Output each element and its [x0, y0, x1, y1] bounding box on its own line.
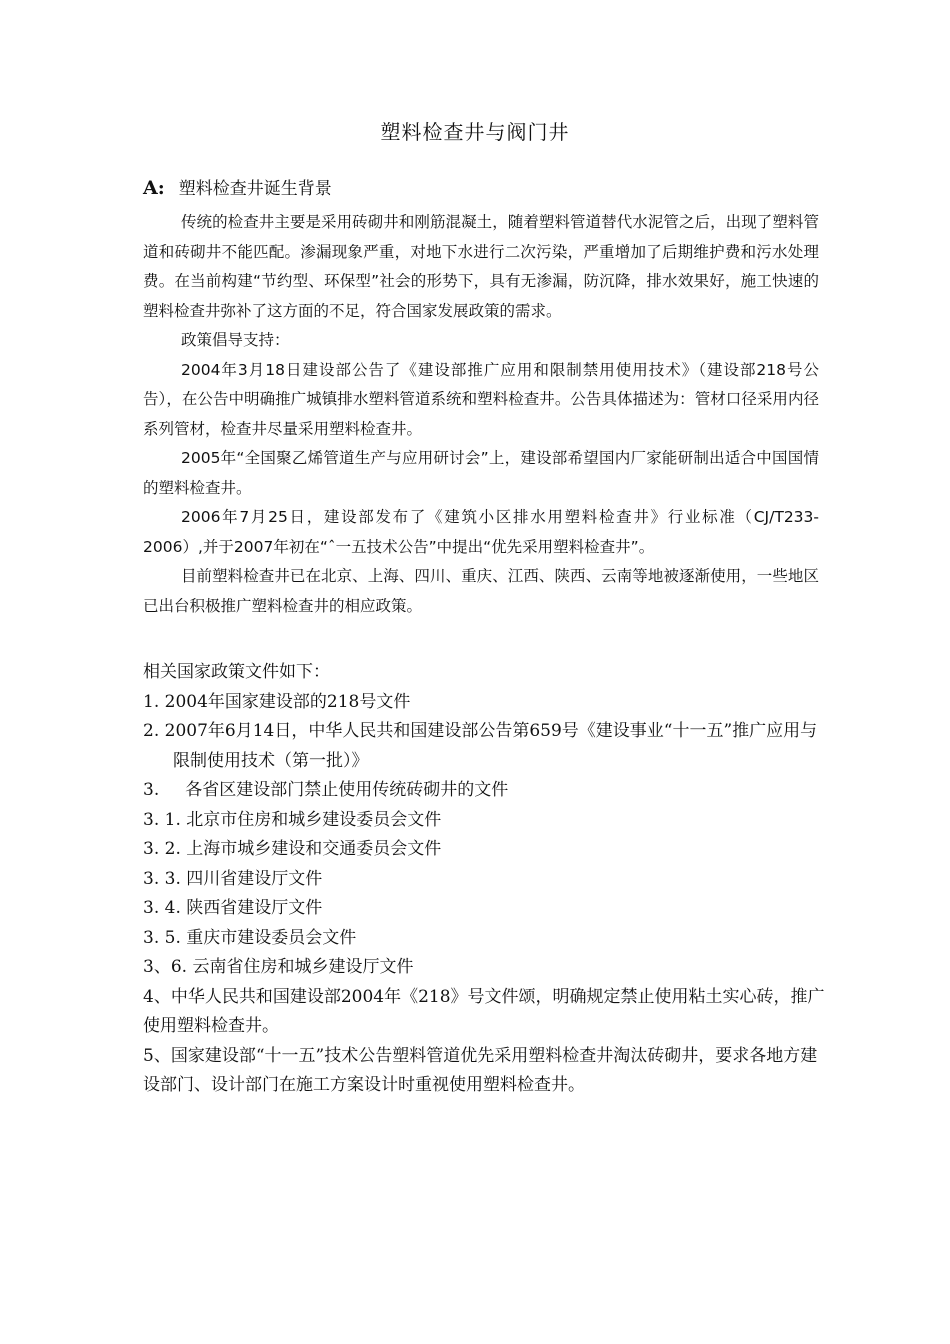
paragraph: 2004年3月18日建设部公告了《建设部推广应用和限制禁用使用技术》（建设部218号公告），在公告中明确推广城镇排水塑料管道系统和塑料检查井。公告具体描述为：管材口径采用内径系列管材，检查井尽量采用塑料检查井。: [143, 360, 819, 438]
list-item: 1. 2004年国家建设部的218号文件: [143, 691, 411, 712]
list-item: 3. 5. 重庆市建设委员会文件: [143, 927, 357, 948]
paragraph: 传统的检查井主要是采用砖砌井和刚筋混凝土，随着塑料管道替代水泥管之后，出现了塑料管道和砖砌井不能匹配。渗漏现象严重，对地下水进行二次污染，严重增加了后期维护费和污水处理费。在当前构建“节约型、环保型”社会的形势下，具有无渗漏，防沉降，排水效果好，施工快速的塑料检查井弥补了这方面的不足，符合国家发展政策的需求。: [143, 213, 819, 320]
policy-list: [143, 658, 833, 1101]
list-item-number: 3.: [143, 780, 160, 800]
list-intro: 相关国家政策文件如下：: [143, 662, 330, 682]
paragraph: 政策倡导支持：: [181, 331, 290, 349]
list-item: 5、国家建设部“十一五”技术公告塑料管道优先采用塑料检查井淘汰砖砌井，要求各地方建设部门、设计部门在施工方案设计时重视使用塑料检查井。: [143, 1045, 818, 1095]
section-marker: A:: [143, 177, 165, 199]
list-item: 3. 4. 陕西省建设厅文件: [143, 898, 323, 918]
list-item: 4、中华人民共和国建设部2004年《218》号文件颂，明确规定禁止使用粘土实心砖，推广使用塑料检查井。: [143, 986, 825, 1036]
list-item: 3. 1. 北京市住房和城乡建设委员会文件: [143, 809, 442, 830]
section-heading-text: 塑料检查井诞生背景: [178, 179, 332, 199]
list-item: 3. 3. 四川省建设厅文件: [143, 868, 323, 889]
background-body: [143, 208, 819, 621]
document-title: 塑料检查井与阀门井: [380, 120, 570, 144]
paragraph: 2006年7月25日，建设部发布了《建筑小区排水用塑料检查井》行业标准（CJ/T233-2006）,并于2007年初在“ˆ一五技术公告”中提出“优先采用塑料检查井”。: [143, 508, 819, 556]
list-item-text: 各省区建设部门禁止使用传统砖砌井的文件: [185, 780, 509, 800]
list-item: 3. 2. 上海市城乡建设和交通委员会文件: [143, 839, 442, 859]
list-item: 2. 2007年6月14日，中华人民共和国建设部公告第659号《建设事业“十一五”推广应用与限制使用技术（第一批）》: [143, 721, 818, 771]
paragraph: 2005年“全国聚乙烯管道生产与应用研讨会”上，建设部希望国内厂家能研制出适合中国国情的塑料检查井。: [143, 449, 819, 497]
paragraph: 目前塑料检查井已在北京、上海、四川、重庆、江西、陕西、云南等地被逐渐使用，一些地区已出台积极推广塑料检查井的相应政策。: [143, 567, 819, 615]
section-heading: [143, 174, 332, 199]
list-item: [143, 776, 833, 806]
list-item: 3、6. 云南省住房和城乡建设厅文件: [143, 957, 414, 977]
